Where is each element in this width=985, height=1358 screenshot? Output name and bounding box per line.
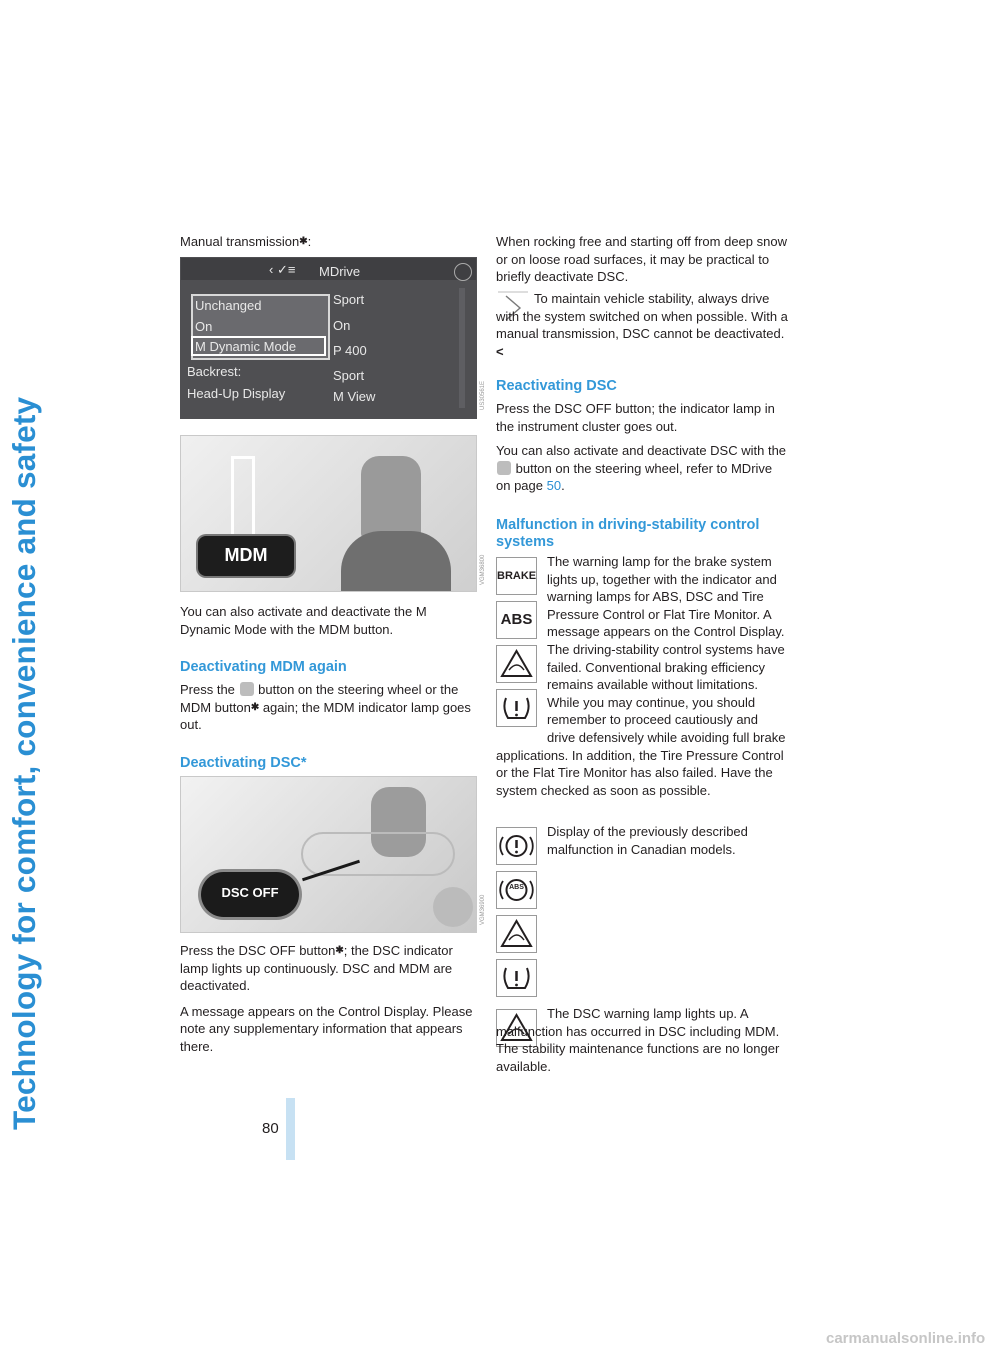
brake-warning-icon: BRAKE [496, 557, 537, 595]
menu-row-left-0: Unchanged [195, 298, 262, 313]
rocking-free-paragraph: When rocking free and starting off from deep snow or on loose road surfaces, it may be practical to briefly deactivate DSC. [496, 234, 787, 285]
reactivate-paragraph-2: You can also activate and deactivate DSC with the button on the steering wheel, refer to MDrive on page 50. [496, 443, 787, 494]
menu-row-right-2: P 400 [333, 343, 367, 358]
menu-row-right-1: On [333, 318, 351, 333]
control-display-paragraph: A message appears on the Control Display. Please note any supplementary information that appears there. [180, 1003, 473, 1054]
menu-header: MDrive [319, 264, 361, 279]
menu-row-right-3: Sport [333, 368, 365, 383]
mdm-button-photo [180, 435, 477, 592]
page-number: 80 [262, 1120, 279, 1137]
heading-reactivating-dsc: Reactivating DSC [496, 378, 617, 394]
note-paragraph: To maintain vehicle stability, always drive with the system switched on when possible. With a manual transmission, DSC cannot be deactivated.< [496, 291, 788, 359]
brake-circle-warning-icon [496, 827, 537, 865]
dsc-lamp-paragraph: The DSC warning lamp lights up. A malfunction has occurred in DSC including MDM. The stability maintenance functions are no longer available. [496, 1006, 780, 1074]
abs-circle-warning-icon: ABS [496, 871, 537, 909]
heading-deactivating-mdm: Deactivating MDM again [180, 659, 347, 676]
dsc-off-button-photo [180, 776, 477, 933]
mdm-figure-code: VGM36800 [480, 554, 486, 585]
mdm-paragraph: You can also activate and deactivate the M Dynamic Mode with the MDM button. [180, 604, 427, 637]
dsc-warning-icon-2 [496, 915, 537, 953]
mdrive-menu-screenshot [180, 257, 477, 419]
deactivate-dsc-paragraph: Press the DSC OFF button✱; the DSC indicator lamp lights up continuously. DSC and MDM are deactivated. [180, 943, 453, 994]
chapter-title: Technology for comfort, convenience and safety [6, 396, 42, 1130]
mdm-button-label: MDM [224, 545, 268, 565]
menu-row-right-0: Sport [333, 292, 365, 307]
canadian-models-paragraph: Display of the previously described malfunction in Canadian models. [547, 824, 748, 857]
dsc-figure-code: VGM36900 [480, 894, 486, 925]
reactivate-paragraph-1: Press the DSC OFF button; the indicator lamp in the instrument cluster goes out. [496, 401, 775, 434]
menu-figure-code: US30561E [480, 380, 486, 410]
deactivate-mdm-paragraph: Press the button on the steering wheel or the MDM button✱ again; the MDM indicator lamp goes out. [180, 682, 471, 733]
malfunction-paragraph: The warning lamp for the brake system lights up, together with the indicator and warning lamps for ABS, DSC and Tire Pressure Control or Flat Tire Monitor. A message appears on the Control Display. The driving-stability control systems have failed. Conventional braking efficiency remains available without limitations. While you may continue, you should remember to proceed cautiously and drive defensively while avoiding full brake applications. In addition, the Tire Pressure Control or the Flat Tire Monitor has also failed. Have the system checked as soon as possible. [496, 554, 786, 798]
steering-button-icon-2 [497, 461, 511, 475]
abs-warning-icon: ABS [496, 601, 537, 639]
menu-row-left-4: Head-Up Display [187, 386, 286, 401]
heading-deactivating-dsc: Deactivating DSC* [180, 754, 307, 771]
steering-button-icon [240, 682, 254, 696]
page-bar [286, 1098, 295, 1160]
heading-malfunction: Malfunction in driving-stability control systems [496, 516, 760, 550]
menu-row-left-1: On [195, 319, 213, 334]
menu-row-left-2: M Dynamic Mode [195, 339, 297, 354]
menu-header-arrows: ‹ ✓≡ [269, 262, 296, 277]
menu-row-left-3: Backrest: [187, 364, 242, 379]
watermark: carmanualsonline.info [826, 1330, 985, 1347]
manual-transmission-label: Manual transmission✱: [180, 234, 312, 249]
dsc-off-button-label: DSC OFF [221, 885, 279, 900]
menu-row-right-4: M View [333, 389, 376, 404]
page-link-50[interactable]: 50 [546, 478, 562, 494]
tire-pressure-warning-icon-2 [496, 959, 537, 997]
